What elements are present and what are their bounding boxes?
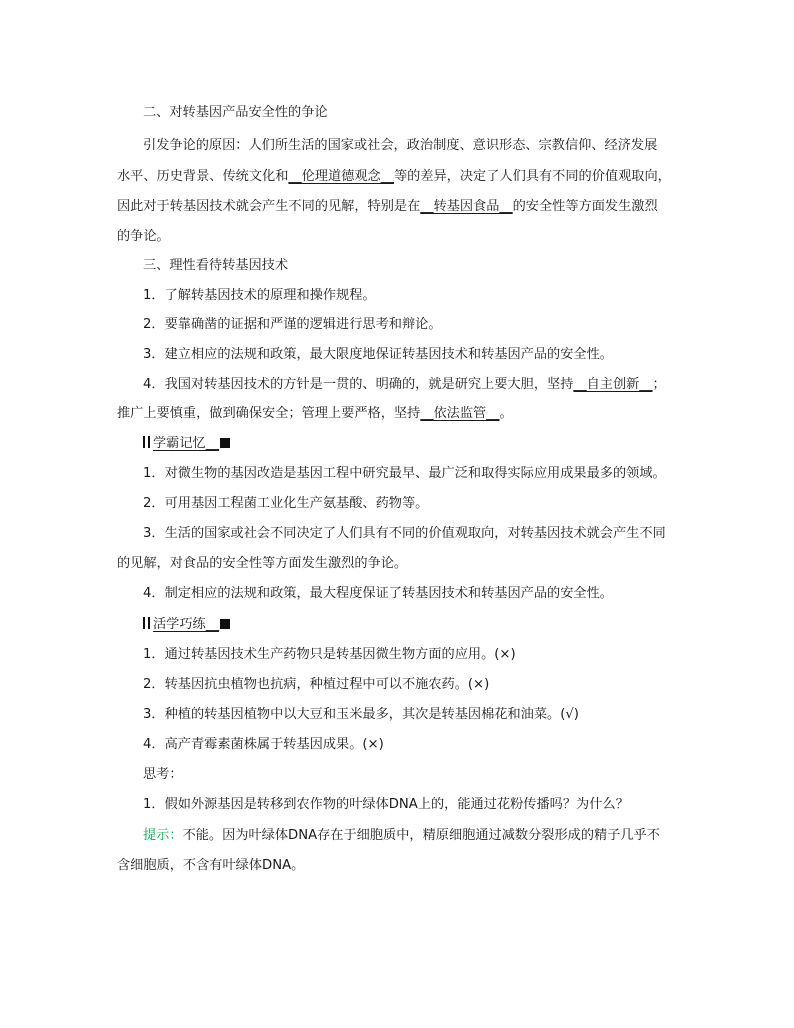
text-run: 。 [499, 406, 513, 421]
bar-marker-icon [143, 436, 145, 448]
practice-item-3: 3．种植的转基因植物中以大豆和玉米最多，其次是转基因棉花和油菜。(√) [143, 707, 579, 722]
text-run: 因此对于转基因技术就会产生不同的见解，特别是在 [117, 199, 421, 214]
practice-heading [117, 617, 230, 633]
think-label: 思考： [143, 767, 183, 782]
text-run: ； [652, 377, 666, 392]
practice-heading-text: 活学巧练__ [153, 617, 219, 632]
practice-item-4: 4．高产青霉素菌株属于转基因成果。(×) [143, 737, 384, 752]
text-run: 等的差异，决定了人们具有不同的价值观取向， [393, 169, 671, 184]
practice-item-2: 2．转基因抗虫植物也抗病，种植过程中可以不施农药。(×) [143, 677, 490, 692]
section3-item-4-line2 [117, 406, 513, 422]
section3-item-3: 3．建立相应的法规和政策，最大限度地保证转基因技术和转基因产品的安全性。 [143, 347, 613, 362]
section3-item-1: 1．了解转基因技术的原理和操作规程。 [143, 288, 376, 303]
section3-heading: 三、理性看待转基因技术 [143, 258, 289, 273]
answer-blank-innovation: __自主创新__ [573, 377, 653, 392]
think-hint-line1 [117, 828, 660, 844]
section3-item-2: 2．要靠确凿的证据和严谨的逻辑进行思考和辩论。 [143, 317, 442, 332]
memory-heading [117, 436, 230, 452]
square-bullet-icon [220, 619, 230, 629]
memory-item-3-line2: 的见解，对食品的安全性等方面发生激烈的争论。 [117, 556, 408, 571]
bar-marker-icon [143, 617, 145, 629]
text-run: 推广上要慎重，做到确保安全；管理上要严格，坚持 [117, 406, 421, 421]
section2-heading: 二、对转基因产品安全性的争论 [143, 105, 328, 120]
memory-item-2: 2．可用基因工程菌工业化生产氨基酸、药物等。 [143, 496, 429, 511]
memory-item-3-line1: 3．生活的国家或社会不同决定了人们具有不同的价值观取向，对转基因技术就会产生不同 [143, 526, 666, 541]
section2-para-line4: 的争论。 [117, 229, 170, 244]
section2-para-line2 [117, 169, 671, 185]
memory-item-4: 4．制定相应的法规和政策，最大程度保证了转基因技术和转基因产品的安全性。 [143, 586, 613, 601]
section3-item-4-line1 [117, 377, 666, 393]
answer-blank-regulation: __依法监管__ [420, 406, 500, 421]
memory-item-1: 1．对微生物的基因改造是基因工程中研究最早、最广泛和取得实际应用成果最多的领域。 [143, 466, 666, 481]
square-bullet-icon [220, 438, 230, 448]
section2-para-line3 [117, 199, 658, 215]
answer-blank-gm-food: __转基因食品__ [420, 199, 513, 214]
text-run: 水平、历史背景、传统文化和 [117, 169, 289, 184]
answer-blank-ethics: __伦理道德观念__ [288, 169, 394, 184]
practice-item-1: 1．通过转基因技术生产药物只是转基因微生物方面的应用。(×) [143, 647, 516, 662]
bar-marker-icon [148, 436, 150, 448]
text-run: 不能。因为叶绿体DNA存在于细胞质中，精原细胞通过减数分裂形成的精子几乎不 [182, 828, 660, 843]
bar-marker-icon [148, 617, 150, 629]
think-hint-line2: 含细胞质，不含有叶绿体DNA。 [117, 858, 305, 873]
think-question-1: 1．假如外源基因是转移到农作物的叶绿体DNA上的，能通过花粉传播吗？为什么？ [143, 797, 629, 812]
memory-heading-text: 学霸记忆__ [153, 436, 219, 451]
section2-para-line1: 引发争论的原因：人们所生活的国家或社会，政治制度、意识形态、宗教信仰、经济发展 [143, 138, 658, 153]
hint-label: 提示： [143, 828, 183, 843]
text-run: 的安全性等方面发生激烈 [512, 199, 658, 214]
text-run: 4．我国对转基因技术的方针是一贯的、明确的，就是研究上要大胆，坚持 [143, 377, 574, 392]
